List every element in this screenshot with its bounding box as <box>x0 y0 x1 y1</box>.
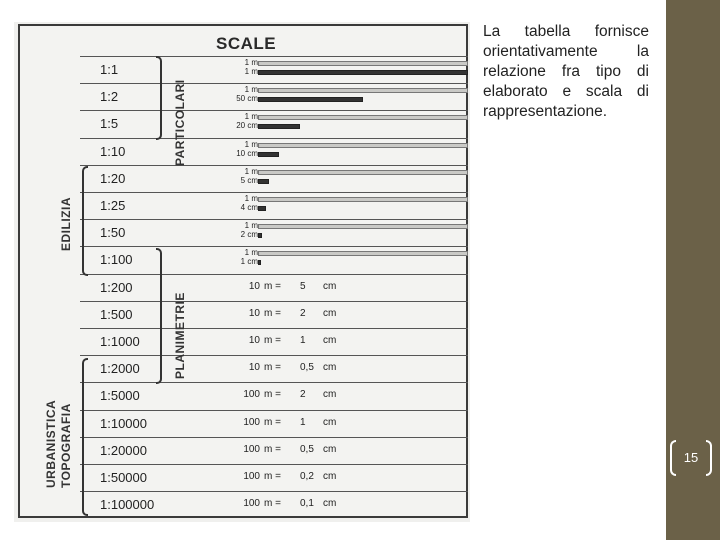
brace-edilizia <box>82 166 88 276</box>
scaled-bar <box>258 179 269 184</box>
scale-label: 1:20 <box>100 170 126 186</box>
unit-top: 1 m <box>244 221 258 231</box>
table-row <box>80 491 468 518</box>
scale-label: 1:20000 <box>100 442 147 458</box>
table-row <box>80 246 468 273</box>
unit-bottom: 50 cm <box>236 94 258 104</box>
scale-label: 1:200 <box>100 279 133 295</box>
unit-labels <box>230 112 258 130</box>
scaled-unit: cm <box>323 335 337 346</box>
equals-label: m = <box>264 307 281 319</box>
table-row <box>80 219 468 246</box>
distance-value: 100 <box>243 389 260 401</box>
unit-top: 1 m <box>244 85 258 95</box>
brace-particolari <box>156 56 162 140</box>
equals-label: m = <box>264 471 281 482</box>
unit-top: 1 m <box>244 248 258 258</box>
distance-value: 100 <box>243 416 260 428</box>
scale-label: 1:1000 <box>100 334 140 349</box>
table-row <box>80 328 468 355</box>
table-row <box>80 192 468 219</box>
scale-label: 1:2 <box>100 89 119 105</box>
scale-label: 1:50000 <box>100 470 147 485</box>
scale-table <box>18 24 468 518</box>
group-label-topografia: TOPOGRAFIA <box>59 403 73 488</box>
distance-value: 100 <box>243 471 260 482</box>
brace-urbanistica <box>82 358 88 516</box>
scale-label: 1:10000 <box>100 415 147 431</box>
reference-bar <box>258 251 468 256</box>
scale-label: 1:100000 <box>100 497 155 513</box>
unit-labels <box>230 140 258 158</box>
unit-top: 1 m <box>244 112 258 122</box>
table-row <box>80 110 468 137</box>
equals-label: m = <box>264 416 281 428</box>
page-number: 15 <box>683 450 699 465</box>
table-row <box>80 464 468 491</box>
unit-bottom: 1 m <box>244 67 258 76</box>
unit-labels <box>230 248 258 266</box>
brace-planimetrie <box>156 248 162 384</box>
table-row <box>80 165 468 192</box>
distance-value: 10 <box>248 335 260 346</box>
distance-value: 10 <box>248 280 260 292</box>
scaled-unit: cm <box>323 307 337 319</box>
scale-label: 1:5000 <box>100 388 140 404</box>
remaining-bar <box>281 152 468 157</box>
table-row <box>80 138 468 165</box>
equals-label: m = <box>264 389 281 401</box>
table-row <box>80 56 468 83</box>
reference-bar <box>258 61 468 66</box>
table-row <box>80 274 468 301</box>
equals-label: m = <box>264 498 281 510</box>
scale-label: 1:25 <box>100 198 126 213</box>
table-row <box>80 83 468 110</box>
scale-label: 1:500 <box>100 306 133 322</box>
scale-label: 1:2000 <box>100 361 140 377</box>
scaled-bar <box>258 97 363 102</box>
unit-bottom: 1 cm <box>240 257 258 267</box>
scaled-bar <box>258 260 261 265</box>
remaining-bar <box>268 206 468 211</box>
remaining-bar <box>263 260 468 265</box>
table-row <box>80 437 468 464</box>
unit-bottom: 5 cm <box>240 175 258 185</box>
scaled-value: 0,2 <box>300 471 314 482</box>
unit-top: 1 m <box>244 139 258 149</box>
scaled-value: 5 <box>300 280 306 292</box>
scaled-unit: cm <box>323 362 337 374</box>
unit-bottom: 10 cm <box>236 148 258 158</box>
distance-value: 100 <box>243 443 260 455</box>
page-number-box <box>670 440 712 480</box>
unit-bottom: 2 cm <box>240 230 258 240</box>
scaled-unit: cm <box>323 498 337 510</box>
reference-bar <box>258 224 468 229</box>
scaled-value: 0,5 <box>300 443 314 455</box>
scaled-value: 2 <box>300 307 306 319</box>
scale-label: 1:100 <box>100 252 133 268</box>
scaled-value: 1 <box>300 335 306 346</box>
description-text: La tabella fornisce orientativamente la relazione fra tipo di elaborato e scala di rappresentazione. <box>483 23 649 120</box>
scaled-unit: cm <box>323 471 337 482</box>
remaining-bar <box>264 233 468 238</box>
reference-bar <box>258 170 468 175</box>
scale-label: 1:1 <box>100 62 119 77</box>
table-row <box>80 410 468 437</box>
scaled-unit: cm <box>323 280 337 292</box>
scaled-value: 1 <box>300 416 306 428</box>
scaled-bar <box>258 70 468 75</box>
scaled-value: 0,5 <box>300 362 314 374</box>
scaled-bar <box>258 206 266 211</box>
table-row <box>80 382 468 409</box>
table-title: SCALE <box>216 34 277 53</box>
unit-labels <box>230 58 258 76</box>
unit-labels <box>230 167 258 185</box>
unit-top: 1 m <box>244 58 258 67</box>
reference-bar <box>258 115 468 120</box>
distance-value: 100 <box>243 498 260 510</box>
equals-label: m = <box>264 335 281 346</box>
equals-label: m = <box>264 280 281 292</box>
scale-label: 1:50 <box>100 225 126 241</box>
scaled-value: 2 <box>300 389 306 401</box>
scaled-unit: cm <box>323 389 337 401</box>
unit-bottom: 20 cm <box>236 121 258 131</box>
distance-value: 10 <box>248 307 260 319</box>
remaining-bar <box>302 124 468 129</box>
distance-value: 10 <box>248 362 260 374</box>
unit-top: 1 m <box>244 166 258 176</box>
unit-top: 1 m <box>244 194 258 203</box>
table-row <box>80 301 468 328</box>
scaled-unit: cm <box>323 443 337 455</box>
scale-label: 1:5 <box>100 116 119 132</box>
scaled-value: 0,1 <box>300 498 314 510</box>
group-label-urbanistica: URBANISTICA <box>44 399 58 488</box>
group-label-planimetrie: PLANIMETRIE <box>173 292 187 379</box>
unit-bottom: 4 cm <box>240 203 258 212</box>
remaining-bar <box>271 179 469 184</box>
reference-bar <box>258 197 468 202</box>
group-label-particolari: PARTICOLARI <box>173 79 187 166</box>
equals-label: m = <box>264 443 281 455</box>
scaled-bar <box>258 152 279 157</box>
group-label-edilizia: EDILIZIA <box>59 197 73 251</box>
table-row <box>80 355 468 382</box>
reference-bar <box>258 88 468 93</box>
equals-label: m = <box>264 362 281 374</box>
unit-labels <box>230 221 258 239</box>
scaled-bar <box>258 124 300 129</box>
unit-labels <box>230 194 258 212</box>
scaled-unit: cm <box>323 416 337 428</box>
remaining-bar <box>365 97 468 102</box>
unit-labels <box>230 85 258 103</box>
scaled-bar <box>258 233 262 238</box>
reference-bar <box>258 143 468 148</box>
scale-label: 1:10 <box>100 143 126 159</box>
